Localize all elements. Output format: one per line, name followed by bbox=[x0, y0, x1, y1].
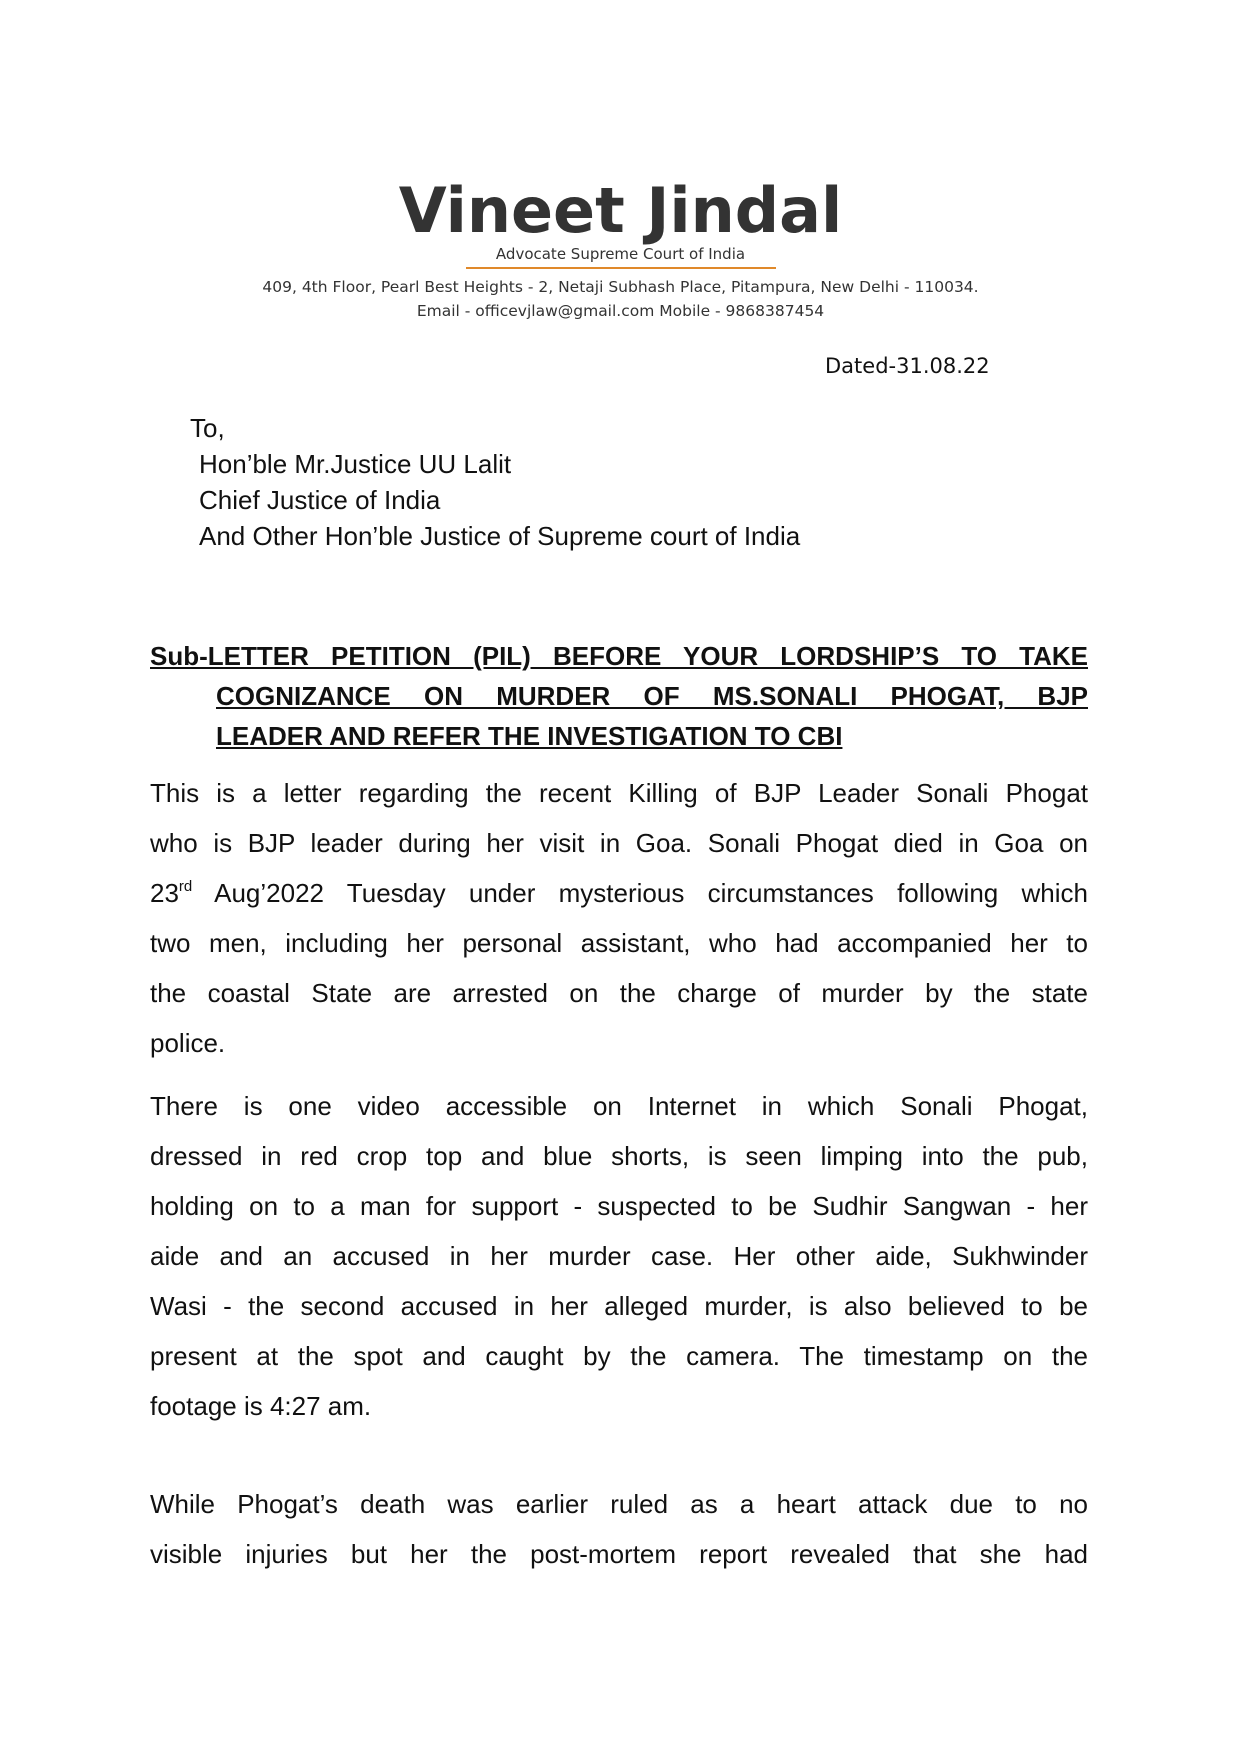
paragraph-line: holding on to a man for support - suspected to be Sudhir Sangwan - her bbox=[150, 1191, 1088, 1221]
paragraph-line: two men, including her personal assistant, who had accompanied her to bbox=[150, 928, 1088, 958]
addressee-line: Chief Justice of India bbox=[199, 485, 441, 515]
paragraph-text: Aug’2022 Tuesday under mysterious circumstances following which bbox=[192, 878, 1088, 908]
paragraph-line: visible injuries but her the post-mortem report revealed that she had bbox=[150, 1539, 1088, 1569]
letterhead-divider bbox=[466, 267, 776, 269]
subject-line: Sub-LETTER PETITION (PIL) BEFORE YOUR LORDSHIP’S TO TAKE bbox=[150, 641, 1088, 671]
paragraph-line: the coastal State are arrested on the charge of murder by the state bbox=[150, 978, 1088, 1008]
paragraph-line: While Phogat’s death was earlier ruled as a heart attack due to no bbox=[150, 1489, 1088, 1519]
paragraph-line: Wasi - the second accused in her alleged murder, is also believed to be bbox=[150, 1291, 1088, 1321]
paragraph-1 bbox=[150, 768, 1088, 1068]
subject-line: LEADER AND REFER THE INVESTIGATION TO CBI bbox=[216, 721, 843, 751]
paragraph-line: police. bbox=[150, 1028, 226, 1058]
paragraph-3 bbox=[150, 1479, 1088, 1579]
addressee-line: Hon’ble Mr.Justice UU Lalit bbox=[199, 449, 512, 479]
paragraph-line: There is one video accessible on Internet in which Sonali Phogat, bbox=[150, 1091, 1088, 1121]
paragraph-line: footage is 4:27 am. bbox=[150, 1391, 372, 1421]
paragraph-line: who is BJP leader during her visit in Goa. Sonali Phogat died in Goa on bbox=[150, 828, 1088, 858]
addressee-block bbox=[190, 410, 800, 554]
addressee-line: And Other Hon’ble Justice of Supreme court of India bbox=[199, 521, 801, 551]
paragraph-line: dressed in red crop top and blue shorts, is seen limping into the pub, bbox=[150, 1141, 1088, 1171]
paragraph-line bbox=[150, 868, 1088, 918]
letterhead bbox=[0, 174, 1241, 323]
paragraph-line: present at the spot and caught by the camera. The timestamp on the bbox=[150, 1341, 1088, 1371]
letter-date: Dated-31.08.22 bbox=[825, 354, 990, 378]
paragraph-2 bbox=[150, 1081, 1088, 1431]
subject-heading bbox=[150, 636, 1088, 756]
letterhead-title: Advocate Supreme Court of India bbox=[495, 245, 746, 263]
paragraph-line: This is a letter regarding the recent Killing of BJP Leader Sonali Phogat bbox=[150, 778, 1088, 808]
letterhead-contact: Email - officevjlaw@gmail.com Mobile - 9868387454 bbox=[416, 302, 825, 320]
date-day: 23 bbox=[150, 878, 179, 908]
paragraph-line: aide and an accused in her murder case. Her other aide, Sukhwinder bbox=[150, 1241, 1088, 1271]
subject-line: COGNIZANCE ON MURDER OF MS.SONALI PHOGAT, BJP bbox=[216, 681, 1088, 711]
letterhead-address: 409, 4th Floor, Pearl Best Heights - 2, Netaji Subhash Place, Pitampura, New Delhi - 110034. bbox=[262, 278, 979, 296]
letterhead-name: Vineet Jindal bbox=[398, 174, 843, 247]
addressee-to: To, bbox=[190, 413, 225, 443]
date-ordinal: rd bbox=[178, 878, 193, 895]
